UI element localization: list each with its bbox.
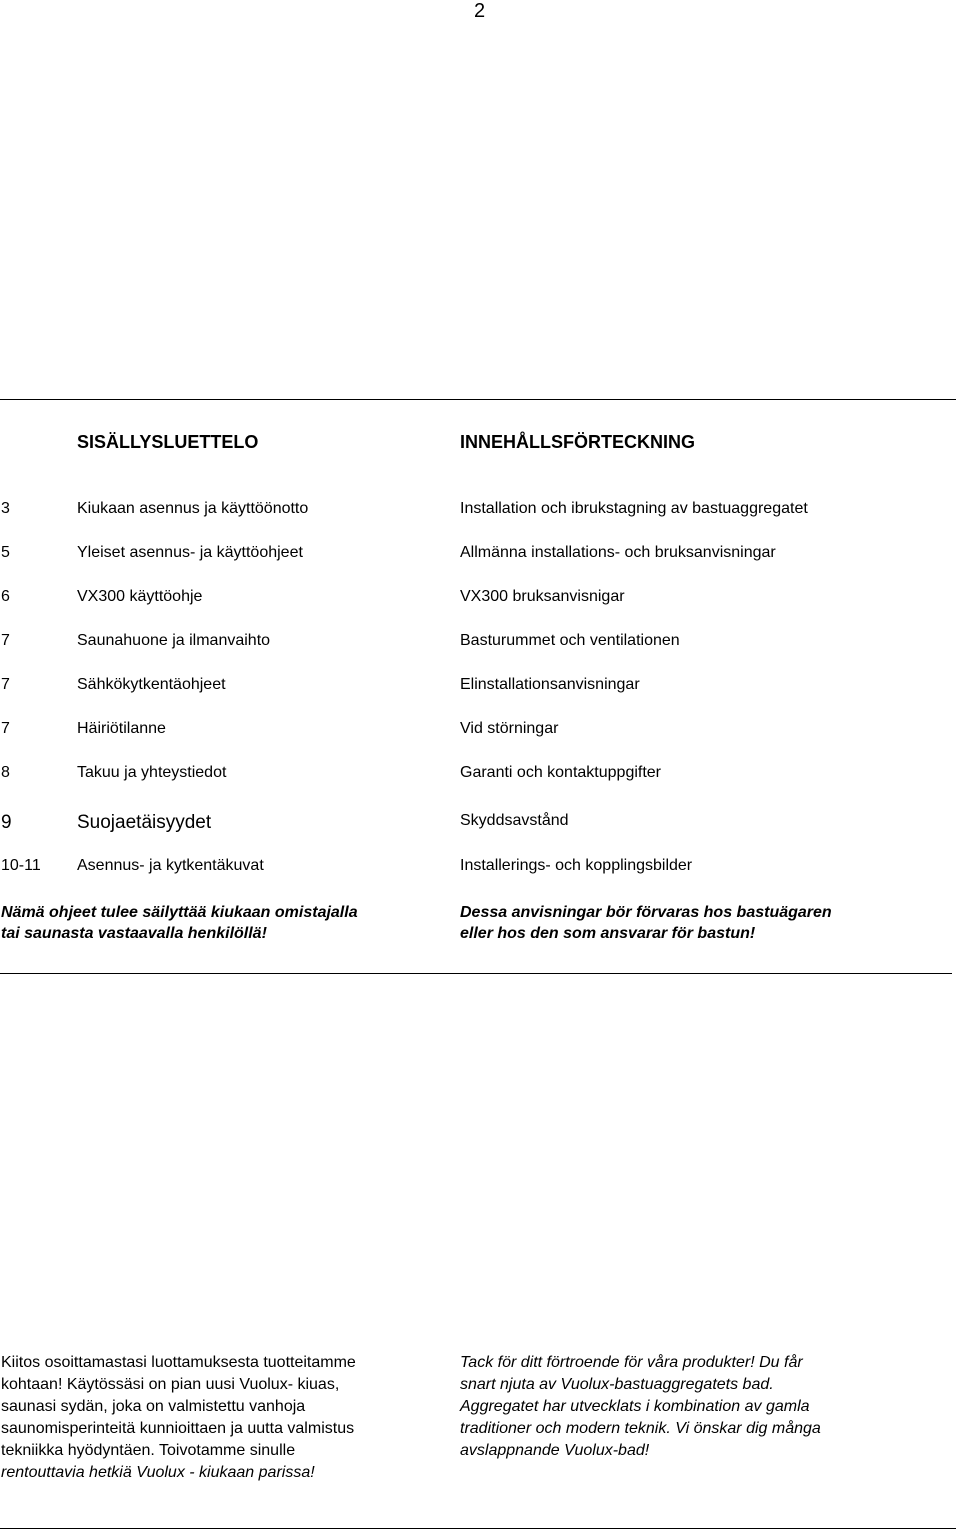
toc-page-number: 8: [1, 764, 10, 781]
toc-title-fi: Takuu ja yhteystiedot: [77, 764, 227, 781]
toc-page-number: 7: [1, 720, 10, 737]
toc-page-number: 7: [1, 632, 10, 649]
thanks-fi: [1, 1352, 356, 1484]
toc-page-number: 7: [1, 676, 10, 693]
toc-title-fi: Sähkökytkentäohjeet: [77, 676, 226, 693]
toc-title-sv: Installerings- och kopplingsbilder: [460, 857, 693, 874]
toc-title-sv: VX300 bruksanvisnigar: [460, 588, 625, 605]
page-number: 2: [474, 0, 486, 22]
toc-page-number: 10-11: [1, 857, 41, 874]
toc-title-sv: Vid störningar: [460, 720, 559, 737]
toc-title-sv: Elinstallationsanvisningar: [460, 676, 640, 693]
note-sv: [460, 902, 832, 944]
toc-row: [0, 764, 960, 788]
toc-title-fi: Saunahuone ja ilmanvaihto: [77, 632, 271, 649]
toc-title-fi: VX300 käyttöohje: [77, 588, 203, 605]
thanks-fi-line: kohtaan! Käytössäsi on pian uusi Vuolux- kiuas,: [1, 1376, 340, 1393]
thanks-sv-line: Tack för ditt förtroende för våra produkter! Du får: [460, 1354, 803, 1371]
thanks-sv: [460, 1352, 821, 1462]
thanks-fi-line: saunasi sydän, joka on valmistettu vanhoja: [1, 1398, 306, 1415]
note-fi-line: tai saunasta vastaavalla henkilöllä!: [1, 925, 267, 942]
middle-divider: [0, 973, 952, 974]
note-sv-line: eller hos den som ansvarar för bastun!: [460, 925, 756, 942]
toc-row: [0, 720, 960, 744]
toc-row: [0, 676, 960, 700]
note-sv-line: Dessa anvisningar bör förvaras hos bastuägaren: [460, 904, 832, 921]
toc-row: [0, 588, 960, 612]
toc-title-fi: Kiukaan asennus ja käyttöönotto: [77, 500, 309, 517]
toc-page-number: 9: [1, 812, 12, 833]
thanks-sv-line: traditioner och modern teknik. Vi önskar dig många: [460, 1420, 821, 1437]
toc-row: [0, 500, 960, 524]
toc-row: [0, 632, 960, 656]
thanks-fi-line: tekniikka hyödyntäen. Toivotamme sinulle: [1, 1442, 296, 1459]
toc-title-sv: Installation och ibrukstagning av bastuaggregatet: [460, 500, 808, 517]
toc-page-number: 5: [1, 544, 10, 561]
toc-heading-fi: SISÄLLYSLUETTELO: [77, 432, 259, 452]
toc-page-number: 6: [1, 588, 10, 605]
toc-title-fi: Asennus- ja kytkentäkuvat: [77, 857, 264, 874]
thanks-fi-line: saunomisperinteitä kunnioittaen ja uutta valmistus: [1, 1420, 355, 1437]
note-fi-line: Nämä ohjeet tulee säilyttää kiukaan omistajalla: [1, 904, 358, 921]
thanks-fi-line: Kiitos osoittamastasi luottamuksesta tuotteitamme: [1, 1354, 356, 1371]
toc-title-fi: Häiriötilanne: [77, 720, 166, 737]
top-divider: [0, 399, 956, 400]
toc-title-sv: Skyddsavstånd: [460, 812, 569, 829]
toc-page-number: 3: [1, 500, 10, 517]
toc-row: [0, 812, 960, 836]
toc-title-fi: Yleiset asennus- ja käyttöohjeet: [77, 544, 303, 561]
thanks-fi-line: rentouttavia hetkiä Vuolux - kiukaan parissa!: [1, 1464, 315, 1481]
toc-title-sv: Allmänna installations- och bruksanvisningar: [460, 544, 776, 561]
toc-heading-sv: INNEHÅLLSFÖRTECKNING: [460, 432, 695, 452]
thanks-sv-line: Aggregatet har utvecklats i kombination av gamla: [460, 1398, 810, 1415]
toc-row: [0, 857, 960, 881]
thanks-sv-line: snart njuta av Vuolux-bastuaggregatets bad.: [460, 1376, 774, 1393]
thanks-sv-line: avslappnande Vuolux-bad!: [460, 1442, 650, 1459]
toc-title-sv: Garanti och kontaktuppgifter: [460, 764, 662, 781]
toc-title-fi: Suojaetäisyydet: [77, 812, 212, 833]
bottom-divider: [0, 1528, 956, 1529]
toc-row: [0, 544, 960, 568]
note-fi: [1, 902, 358, 944]
toc-title-sv: Basturummet och ventilationen: [460, 632, 680, 649]
